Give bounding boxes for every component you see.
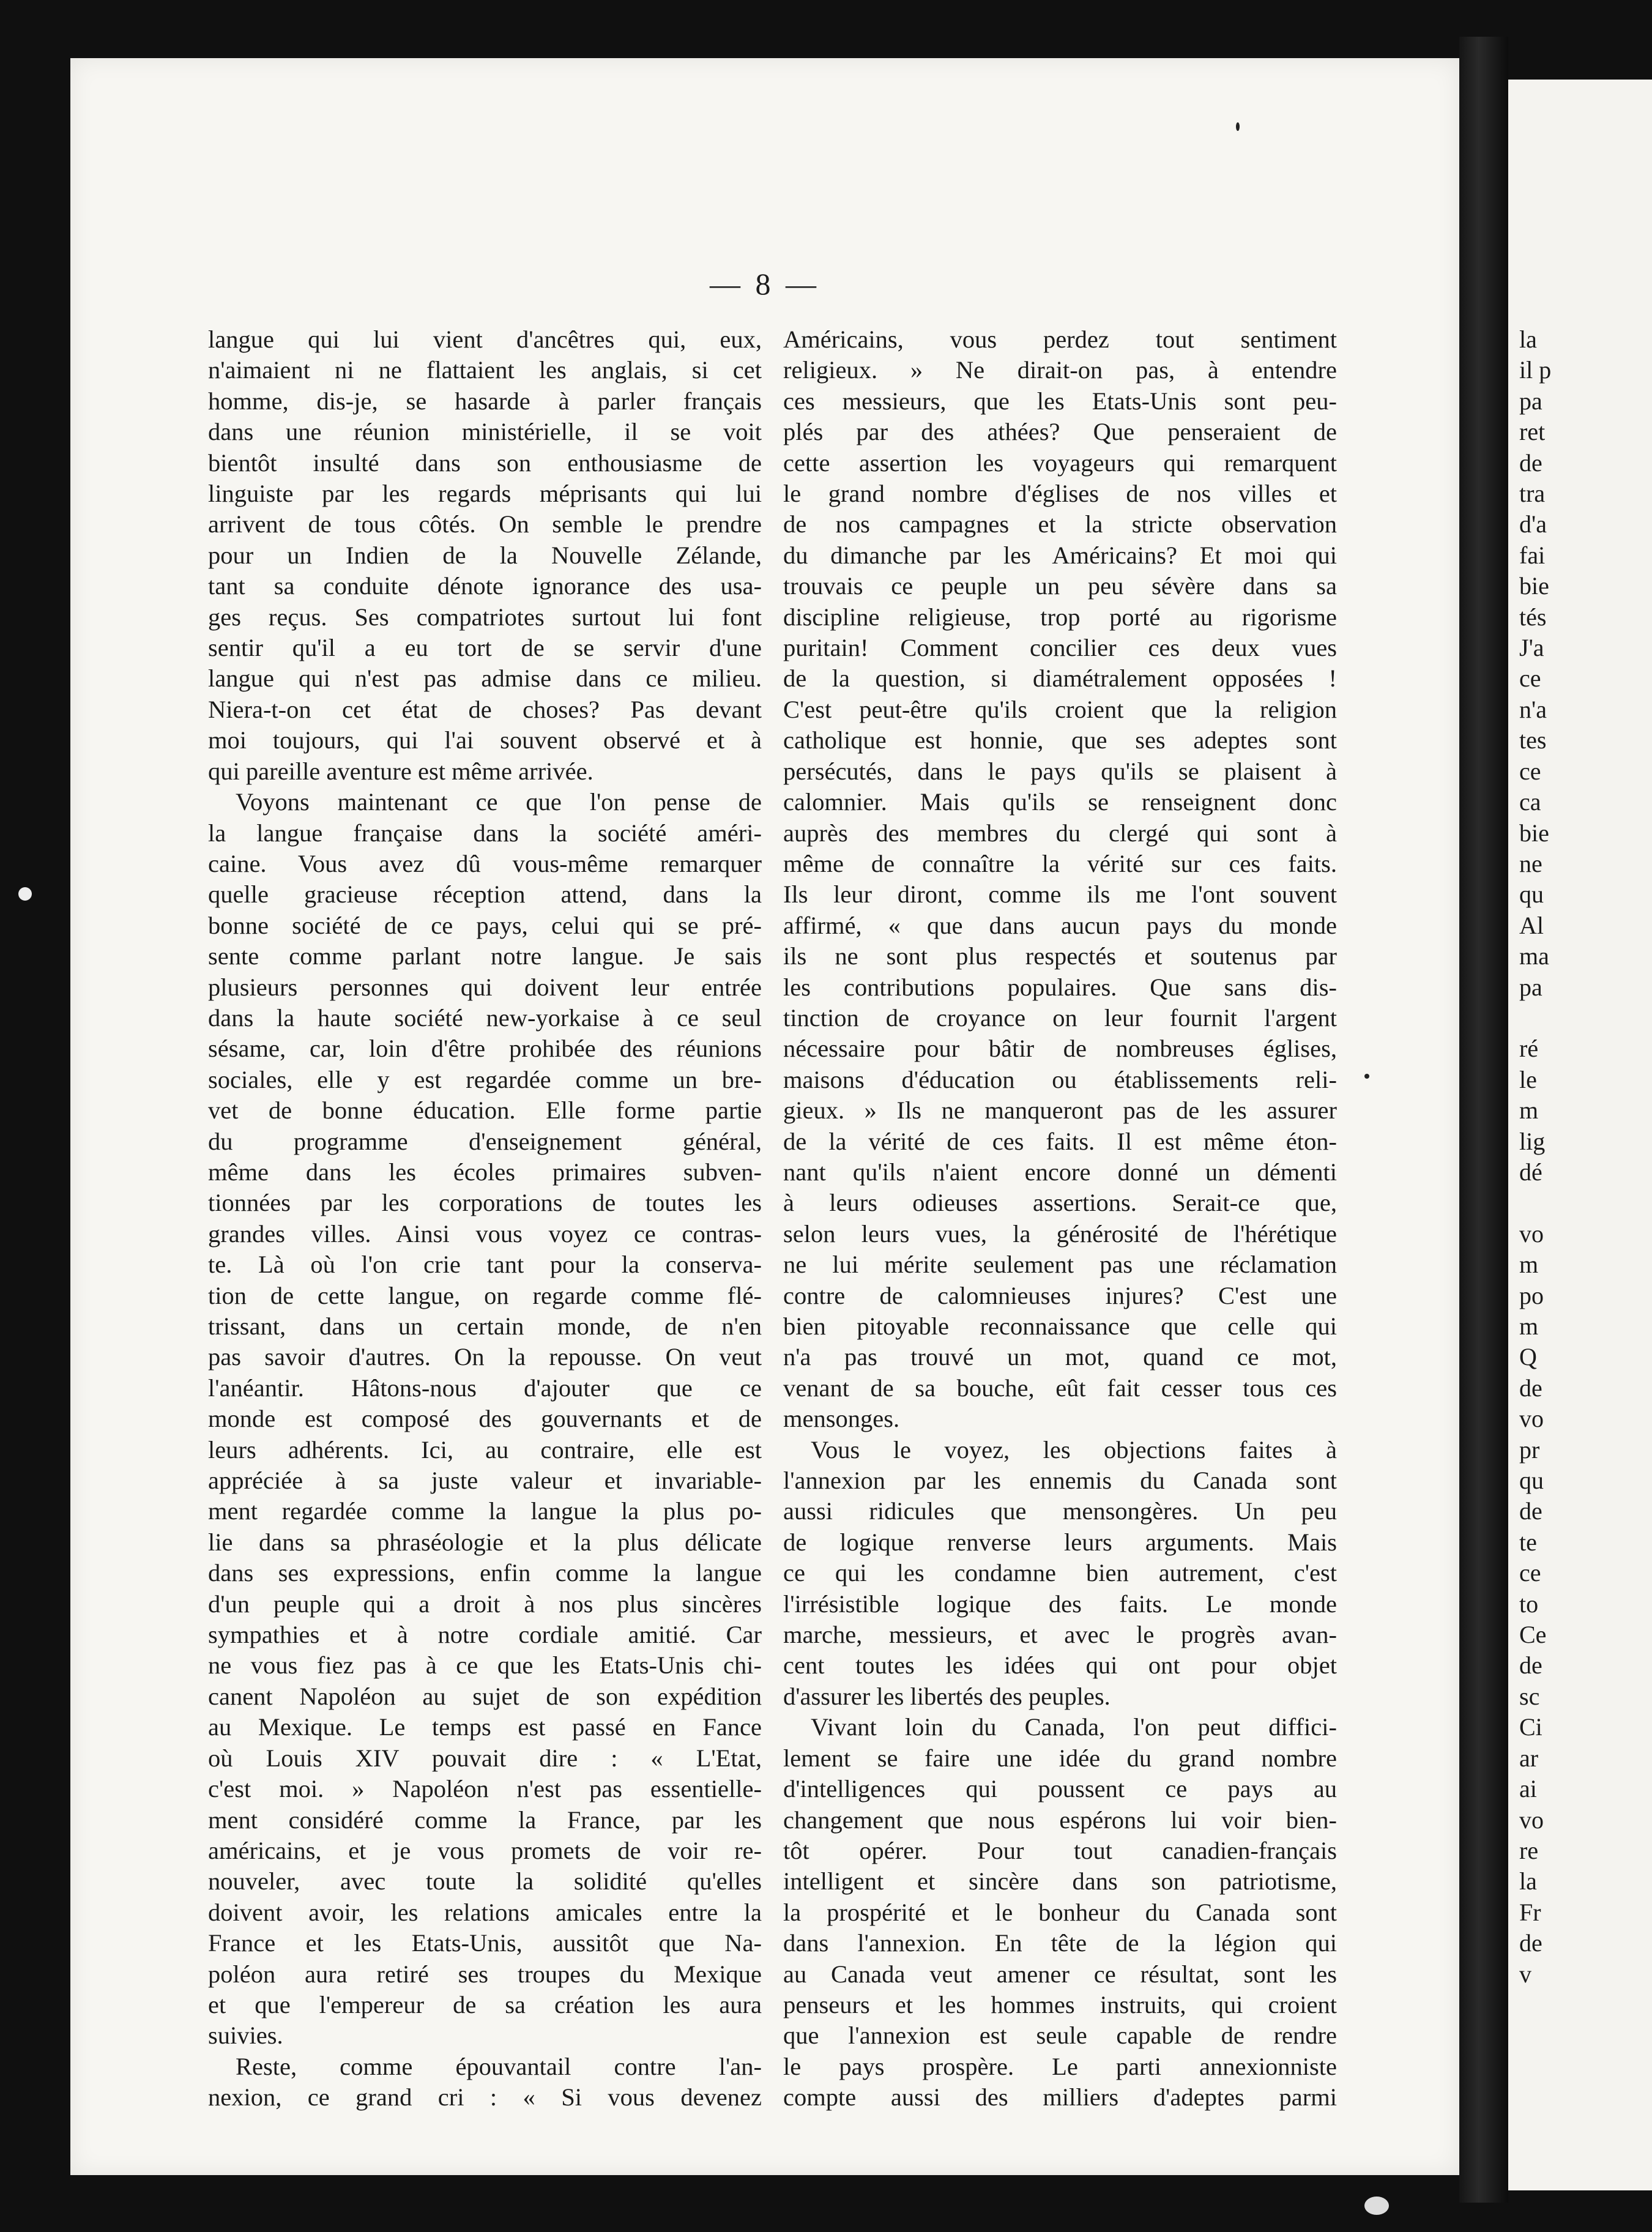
ink-speck [1364,2197,1389,2215]
text-line: d'intelligences qui poussent ce pays au [783,1775,1337,1803]
text-line: compte aussi des milliers d'adeptes parmi [783,2083,1337,2111]
facing-page-line: bie [1519,819,1549,847]
text-line: sente comme parlant notre langue. Je sais [208,942,762,970]
text-line: caine. Vous avez dû vous-même remarquer [208,849,762,877]
facing-page-line: ai [1519,1775,1537,1803]
facing-page-line: tra [1519,480,1546,508]
text-line: intelligent et sincère dans son patriotisme, [783,1867,1337,1895]
facing-page-line: le [1519,1065,1537,1093]
text-line: du programme d'enseignement général, [208,1127,762,1155]
facing-page-line: te [1519,1528,1537,1556]
text-line: qui pareille aventure est même arrivée. [208,757,593,785]
facing-page-line: ce [1519,757,1541,785]
facing-page-line: ca [1519,788,1541,816]
left-text-column [208,324,762,2113]
text-line: et que l'empereur de sa création les aura [208,1990,762,2018]
facing-page-line: vo [1519,1219,1544,1248]
text-line: monde est composé des gouvernants et de [208,1405,762,1433]
text-line: de nos campagnes et la stricte observation [783,510,1337,538]
facing-page-line: dé [1519,1158,1542,1186]
facing-page-line: pa [1519,973,1542,1001]
facing-page-line: ce [1519,664,1541,693]
facing-page-line: n'a [1519,695,1547,723]
text-line: affirmé, « que dans aucun pays du monde [783,911,1337,939]
text-line: Vivant loin du Canada, l'on peut diffici- [811,1713,1337,1741]
book-page [70,58,1459,2175]
facing-page-line: lig [1519,1127,1546,1155]
text-line: au Mexique. Le temps est passé en Fance [208,1713,762,1741]
facing-page-line: m [1519,1251,1539,1279]
text-line: cette assertion les voyageurs qui remarquent [783,448,1337,477]
facing-page-line: d'a [1519,510,1547,538]
text-line: vet de bonne éducation. Elle forme partie [208,1096,762,1125]
text-line: d'un peuple qui a droit à nos plus sincères [208,1590,762,1618]
facing-page-line: de [1519,448,1542,477]
text-line: tionnées par les corporations de toutes les [208,1189,762,1217]
facing-page-line: vo [1519,1405,1544,1433]
facing-page-line: tes [1519,726,1547,754]
text-line: catholique est honnie, que ses adeptes sont [783,726,1337,754]
text-line: Reste, comme épouvantail contre l'an- [236,2052,762,2080]
text-line: calomnier. Mais qu'ils se renseignent donc [783,788,1337,816]
facing-page-line: qu [1519,880,1544,909]
text-line: Vous le voyez, les objections faites à [811,1435,1337,1464]
facing-page-line: to [1519,1590,1539,1618]
text-line: Niera-t-on cet état de choses? Pas devant [208,695,762,723]
text-line: pas savoir d'autres. On la repousse. On veut [208,1343,762,1371]
facing-page-line: ré [1519,1035,1539,1063]
facing-page-text [1508,324,1551,1990]
text-line: mensonges. [783,1405,900,1433]
text-line: que l'annexion est seule capable de rendre [783,2022,1337,2050]
text-line: grandes villes. Ainsi vous voyez ce contras- [208,1219,762,1248]
text-line: Ils leur diront, comme ils me l'ont souvent [783,880,1337,909]
text-line: ges reçus. Ses compatriotes surtout lui font [208,603,762,631]
text-line: c'est moi. » Napoléon n'est pas essentielle- [208,1775,762,1803]
text-line: nouveler, avec toute la solidité qu'elles [208,1867,762,1895]
text-line: l'irrésistible logique des faits. Le monde [783,1590,1337,1618]
text-line: doivent avoir, les relations amicales entre la [208,1898,762,1926]
text-line: contre de calomnieuses injures? C'est une [783,1281,1337,1309]
facing-page-line: J'a [1519,634,1544,662]
text-line: nexion, ce grand cri : « Si vous devenez [208,2083,762,2111]
text-line: ils ne sont plus respectés et soutenus par [783,942,1337,970]
text-line: leurs adhérents. Ici, au contraire, elle est [208,1435,762,1464]
text-line: ces messieurs, que les Etats-Unis sont peu- [783,387,1337,415]
facing-page-line: v [1519,1960,1531,1988]
text-line: ment considéré comme la France, par les [208,1806,762,1834]
facing-page-line [1508,1188,1551,1218]
text-line: où Louis XIV pouvait dire : « L'Etat, [208,1744,762,1772]
text-line: sésame, car, loin d'être prohibée des réunions [208,1035,762,1063]
text-line: nant qu'ils n'aient encore donné un démenti [783,1158,1337,1186]
text-line: langue qui n'est pas admise dans ce milieu. [208,664,762,693]
facing-page-line: ar [1519,1744,1539,1772]
text-line: auprès des membres du clergé qui sont à [783,819,1337,847]
facing-page-line: la [1519,326,1537,353]
text-line: marche, messieurs, et avec le progrès avan- [783,1621,1337,1649]
facing-page-line: Q [1519,1343,1537,1371]
text-line: ne lui mérite seulement pas une réclamation [783,1251,1337,1279]
text-line: lie dans sa phraséologie et la plus délicate [208,1528,762,1556]
facing-page-line: ne [1519,849,1542,877]
text-line: selon leurs vues, la générosité de l'hérétique [783,1219,1337,1248]
facing-page-line: de [1519,1651,1542,1680]
text-line: bientôt insulté dans son enthousiasme de [208,448,762,477]
text-line: penseurs et les hommes instruits, qui croient [783,1990,1337,2018]
text-line: d'assurer les libertés des peuples. [783,1682,1111,1710]
text-line: tion de cette langue, on regarde comme flé- [208,1281,762,1309]
text-line: plusieurs personnes qui doivent leur entrée [208,973,762,1001]
right-text-column [783,324,1337,2113]
facing-page-edge [1508,80,1652,2190]
text-line: suivies. [208,2022,283,2050]
text-line: maisons d'éducation ou établissements reli- [783,1065,1337,1093]
text-line: la langue française dans la société améri- [208,819,762,847]
facing-page-line: pa [1519,387,1542,415]
text-line: le grand nombre d'églises de nos villes et [783,480,1337,508]
facing-page-line: ret [1519,418,1546,446]
facing-page-line: tés [1519,603,1547,631]
text-line: C'est peut-être qu'ils croient que la religion [783,695,1337,723]
text-line: bonne société de ce pays, celui qui se pré- [208,911,762,939]
facing-page-line: po [1519,1281,1544,1309]
text-line: changement que nous espérons lui voir bien- [783,1806,1337,1834]
text-line: plés par des athées? Que penseraient de [783,418,1337,446]
text-line: la prospérité et le bonheur du Canada sont [783,1898,1337,1926]
text-line: Américains, vous perdez tout sentiment [783,326,1337,353]
text-line: venant de sa bouche, eût fait cesser tous ces [783,1374,1337,1402]
text-line: le pays prospère. Le parti annexionniste [783,2052,1337,2080]
text-line: trouvais ce peuple un peu sévère dans sa [783,572,1337,600]
text-line: sociales, elle y est regardée comme un bre- [208,1065,762,1093]
text-line: l'annexion par les ennemis du Canada sont [783,1467,1337,1495]
facing-page-line: ma [1519,942,1549,970]
text-line: ment regardée comme la langue la plus po- [208,1497,762,1525]
text-line: dans ses expressions, enfin comme la langue [208,1559,762,1587]
text-line: n'aimaient ni ne flattaient les anglais, si cet [208,356,762,384]
facing-page-line: Al [1519,911,1544,939]
text-line: dans la haute société new-yorkaise à ce seul [208,1003,762,1032]
text-line: homme, dis-je, se hasarde à parler français [208,387,762,415]
facing-page-line: re [1519,1836,1539,1864]
text-line: quelle gracieuse réception attend, dans la [208,880,762,909]
book-gutter [1459,37,1508,2203]
text-line: religieux. » Ne dirait-on pas, à entendre [783,356,1337,384]
text-line: tant sa conduite dénote ignorance des usa- [208,572,762,600]
text-line: Voyons maintenant ce que l'on pense de [236,788,762,816]
ink-speck [18,887,32,901]
text-line: arrivent de tous côtés. On semble le prendre [208,510,762,538]
facing-page-line: Ce [1519,1621,1547,1649]
text-line: américains, et je vous promets de voir re- [208,1836,762,1864]
text-line: même dans les écoles primaires subven- [208,1158,762,1186]
text-line: tinction de croyance on leur fournit l'argent [783,1003,1337,1032]
text-line: dans l'annexion. En tête de la légion qui [783,1929,1337,1957]
text-line: persécutés, dans le pays qu'ils se plaisent à [783,757,1337,785]
ink-speck [1364,1074,1369,1079]
text-line: langue qui lui vient d'ancêtres qui, eux, [208,326,762,353]
text-line: l'anéantir. Hâtons-nous d'ajouter que ce [208,1374,762,1402]
text-line: ne vous fiez pas à ce que les Etats-Unis chi- [208,1651,762,1680]
facing-page-line: bie [1519,572,1549,600]
text-line: sympathies et à notre cordiale amitié. Car [208,1621,762,1649]
text-line: aussi ridicules que mensongères. Un peu [783,1497,1337,1525]
text-line: ce qui les condamne bien autrement, c'est [783,1559,1337,1587]
text-line: puritain! Comment concilier ces deux vues [783,634,1337,662]
text-line: nécessaire pour bâtir de nombreuses églises, [783,1035,1337,1063]
text-line: te. Là où l'on crie tant pour la conserva- [208,1251,762,1279]
text-line: de logique renverse leurs arguments. Mais [783,1528,1337,1556]
ink-speck [1236,122,1240,131]
text-line: linguiste par les regards méprisants qui lui [208,480,762,508]
page-number: — 8 — [710,267,820,301]
text-line: appréciée à sa juste valeur et invariable- [208,1467,762,1495]
facing-page-line: de [1519,1497,1542,1525]
text-line: poléon aura retiré ses troupes du Mexique [208,1960,762,1988]
text-line: moi toujours, qui l'ai souvent observé et à [208,726,762,754]
facing-page-line: m [1519,1312,1539,1340]
text-line: à leurs odieuses assertions. Serait-ce que, [783,1189,1337,1217]
facing-page-line: sc [1519,1682,1540,1710]
text-line: discipline religieuse, trop porté au rigorisme [783,603,1337,631]
text-line: canent Napoléon au sujet de son expédition [208,1682,762,1710]
text-line: sentir qu'il a eu tort de se servir d'une [208,634,762,662]
facing-page-line [1508,1003,1551,1033]
text-line: bien pitoyable reconnaissance que celle qui [783,1312,1337,1340]
facing-page-line: ce [1519,1559,1541,1587]
facing-page-line: qu [1519,1467,1544,1495]
text-line: tôt opérer. Pour tout canadien-français [783,1836,1337,1864]
facing-page-line: il p [1519,356,1552,384]
text-line: du dimanche par les Américains? Et moi qui [783,541,1337,569]
facing-page-line: pr [1519,1435,1540,1464]
text-line: cent toutes les idées qui ont pour objet [783,1651,1337,1680]
text-line: gieux. » Ils ne manqueront pas de les assurer [783,1096,1337,1125]
text-line: au Canada veut amener ce résultat, sont les [783,1960,1337,1988]
text-line: pour un Indien de la Nouvelle Zélande, [208,541,762,569]
facing-page-line: Fr [1519,1898,1541,1926]
facing-page-line: la [1519,1867,1537,1895]
text-line: de la question, si diamétralement opposées ! [783,664,1337,693]
facing-page-line: de [1519,1374,1542,1402]
facing-page-line: vo [1519,1806,1544,1834]
text-line: France et les Etats-Unis, aussitôt que Na- [208,1929,762,1957]
facing-page-line: Ci [1519,1713,1542,1741]
text-line: de la vérité de ces faits. Il est même éton- [783,1127,1337,1155]
text-line: dans une réunion ministérielle, il se voit [208,418,762,446]
text-line: n'a pas trouvé un mot, quand ce mot, [783,1343,1337,1371]
facing-page-line: fai [1519,541,1546,569]
text-line: même de connaître la vérité sur ces faits. [783,849,1337,877]
text-line: lement se faire une idée du grand nombre [783,1744,1337,1772]
text-line: trissant, dans un certain monde, de n'en [208,1312,762,1340]
text-line: les contributions populaires. Que sans dis- [783,973,1337,1001]
facing-page-line: de [1519,1929,1542,1957]
facing-page-line: m [1519,1096,1539,1125]
